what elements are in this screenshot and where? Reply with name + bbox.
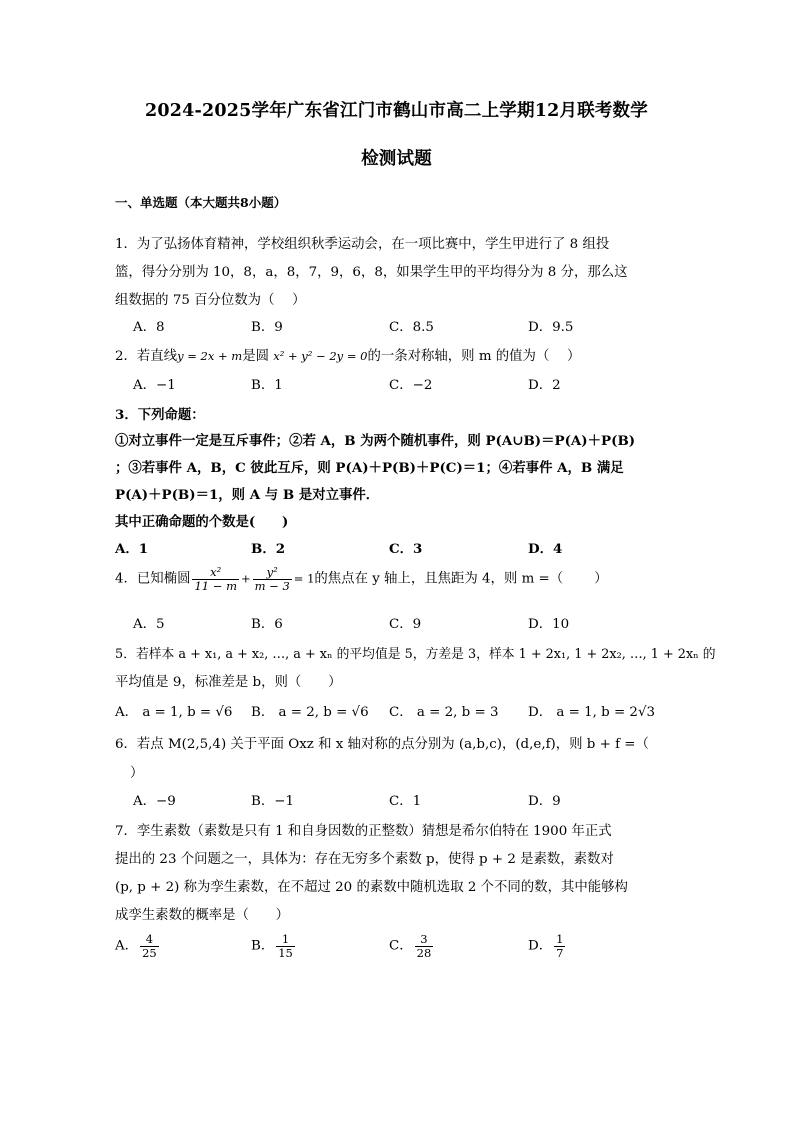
q7-option-d-label: D． [528, 938, 553, 954]
q2-text [115, 345, 580, 364]
q7-b-den: 15 [278, 945, 293, 960]
q1-options [0, 316, 793, 338]
q6-option-d[interactable]: D．9 [528, 794, 561, 809]
q4-text [115, 566, 608, 592]
q7-b-num: 1 [276, 933, 295, 947]
q4-pre: 4．已知椭圆 [115, 571, 191, 587]
q3-text-line2: ①对立事件一定是互斥事件；②若 A，B 为两个随机事件，则 P(A∪B)＝P(A)＋P(B) [115, 433, 636, 449]
q7-option-d[interactable] [528, 933, 567, 959]
q7-a-num: 4 [140, 933, 159, 947]
q7-d-num: 1 [556, 932, 564, 946]
q7-option-c[interactable] [389, 933, 435, 959]
document-title-line2: 检测试题 [361, 149, 432, 169]
q7-text-line3: (p, p + 2) 称为孪生素数，在不超过 20 的素数中随机选取 2 个不同的数，其中能够构 [115, 880, 628, 895]
q3-text-line4: P(A)＋P(B)＝1，则 A 与 B 是对立事件． [115, 487, 380, 503]
q5-text-line1: 5．若样本 a + x₁, a + x₂, …, a + xₙ 的平均值是 5，方差是 3，样本 1 + 2x₁, 1 + 2x₂, …, 1 + 2xₙ 的 [115, 647, 716, 662]
q2-circle-equation: x² + y² − 2y = 0 [273, 349, 368, 363]
q4-fraction-y [253, 566, 292, 592]
q6-text-line1: 6．若点 M(2,5,4) 关于平面 Oxz 和 x 轴对称的点分别为 (a,b,c)，(d,e,f)，则 b + f =（ [115, 737, 649, 752]
q7-option-c-fraction [415, 933, 434, 959]
q7-text-line1: 7．孪生素数（素数是只有 1 和自身因数的正整数）猜想是希尔伯特在 1900 年正式 [115, 824, 612, 839]
q7-c-num: 3 [415, 933, 434, 947]
q7-option-a[interactable] [115, 933, 161, 959]
q4-fraction-x [192, 566, 239, 592]
q6-option-a[interactable]: A．−9 [133, 794, 176, 809]
q5-option-b[interactable]: B． a = 2, b = √6 [251, 705, 369, 720]
q4-options [0, 613, 793, 635]
q1-text-line2: 篮，得分分别为 10，8，a，8，7，9，6，8，如果学生甲的平均得分为 8 分，那么这 [115, 265, 628, 280]
q7-d-den: 7 [556, 945, 564, 960]
q6-option-b[interactable]: B．−1 [251, 794, 294, 809]
q1-option-a[interactable]: A．8 [133, 320, 165, 335]
q6-options [0, 790, 793, 812]
q1-option-c[interactable]: C．8.5 [389, 320, 434, 335]
q7-options [0, 933, 793, 973]
q7-option-b[interactable] [251, 933, 297, 959]
q5-option-c[interactable]: C． a = 2, b = 3 [389, 705, 499, 720]
q3-text-line5: 其中正确命题的个数是( ) [115, 514, 289, 530]
q7-option-d-fraction [554, 933, 565, 959]
q5-text-line2: 平均值是 9，标准差是 b，则（ ） [115, 675, 342, 690]
q1-text-line1: 1．为了弘扬体育精神，学校组织秋季运动会，在一项比赛中，学生甲进行了 8 组投 [115, 237, 610, 252]
q2-post: 的一条对称轴，则 m 的值为（ ） [367, 349, 581, 364]
q4-plus: + [240, 571, 251, 586]
q2-pre: 2．若直线 [115, 349, 178, 364]
q4-frac1-num: x² [192, 566, 239, 580]
q6-text-line2: ） [130, 766, 144, 781]
q7-option-a-fraction [140, 933, 159, 959]
q4-frac2-den: m − 3 [254, 578, 290, 593]
q7-text-line2: 提出的 23 个问题之一，具体为：存在无穷多个素数 p，使得 p + 2 是素数，素数对 [115, 852, 614, 867]
q7-c-den: 28 [416, 945, 432, 960]
q2-mid: 是圆 [242, 349, 269, 364]
q7-option-b-label: B． [251, 938, 275, 954]
q1-option-b[interactable]: B．9 [251, 320, 283, 335]
q4-frac2-num: y² [253, 566, 292, 580]
q7-a-den: 25 [142, 945, 157, 960]
q3-text-line1: 3．下列命题： [115, 407, 205, 423]
q7-option-a-label: A． [115, 938, 139, 954]
section-heading: 一、单选题（本大题共8小题） [115, 195, 287, 210]
q3-options [0, 538, 793, 560]
q1-text-line3: 组数据的 75 百分位数为（ ） [115, 293, 306, 308]
q4-frac1-den: 11 − m [194, 578, 237, 593]
q3-text-line3: ；③若事件 A，B，C 彼此互斥，则 P(A)＋P(B)＋P(C)＝1；④若事件 A，B 满足 [115, 460, 624, 476]
q2-option-c[interactable]: C．−2 [389, 378, 433, 393]
q3-option-d[interactable]: D．4 [528, 541, 563, 557]
q2-option-b[interactable]: B．1 [251, 378, 283, 393]
q5-option-a[interactable]: A． a = 1, b = √6 [115, 705, 233, 720]
q3-option-a[interactable]: A．1 [115, 541, 149, 557]
q4-option-d[interactable]: D．10 [528, 617, 570, 632]
q4-post: 的焦点在 y 轴上，且焦距为 4，则 m =（ ） [314, 571, 608, 587]
q7-option-c-label: C． [389, 938, 413, 954]
q2-option-d[interactable]: D．2 [528, 378, 561, 393]
q5-options [0, 701, 793, 723]
q7-option-b-fraction [276, 933, 295, 959]
q7-text-line4: 成孪生素数的概率是（ ） [115, 908, 290, 923]
q4-option-b[interactable]: B．6 [251, 617, 283, 632]
q3-option-c[interactable]: C．3 [389, 541, 423, 557]
q3-option-b[interactable]: B．2 [251, 541, 286, 557]
q2-options [0, 374, 793, 396]
q4-option-c[interactable]: C．9 [389, 617, 422, 632]
q2-line-equation: y = 2x + m [177, 349, 243, 363]
q5-option-d[interactable]: D． a = 1, b = 2√3 [528, 705, 656, 720]
q1-option-d[interactable]: D．9.5 [528, 320, 574, 335]
q2-option-a[interactable]: A．−1 [133, 378, 176, 393]
document-title-line1: 2024-2025学年广东省江门市鹤山市高二上学期12月联考数学 [145, 101, 648, 121]
q4-equals: = 1 [293, 571, 315, 586]
q6-option-c[interactable]: C．1 [389, 794, 422, 809]
q4-option-a[interactable]: A．5 [133, 617, 165, 632]
